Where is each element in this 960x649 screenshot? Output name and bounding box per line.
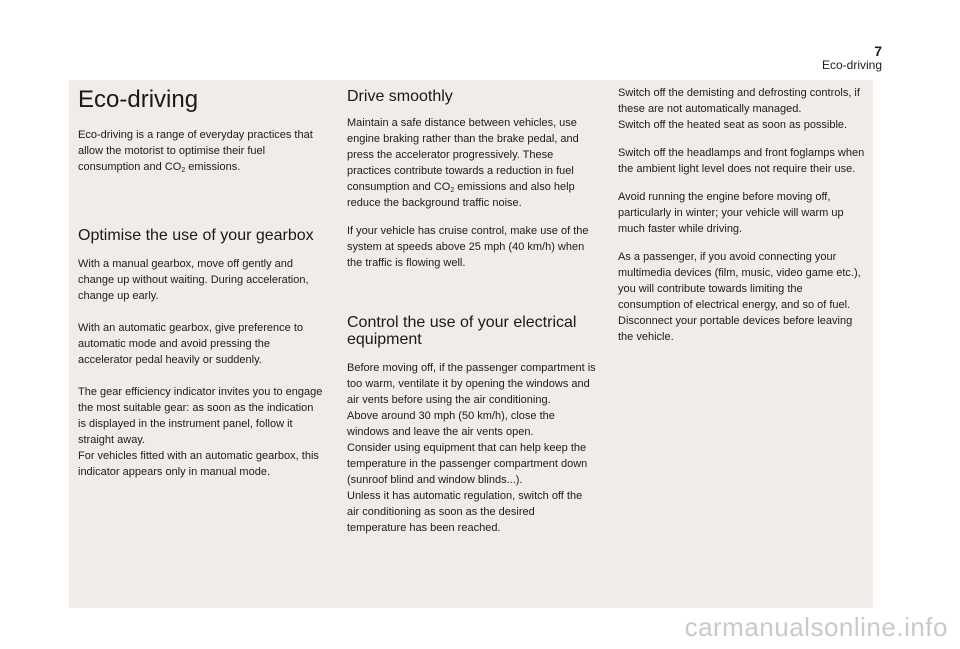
- paragraph-blinds: Consider using equipment that can help keep the temperature in the passenger compartment down (sunroof blind and window blinds...).: [347, 442, 588, 486]
- paragraph-demisting: Switch off the demisting and defrosting controls, if these are not automatically managed.: [618, 87, 860, 115]
- paragraph-ventilate: Before moving off, if the passenger compartment is too warm, ventilate it by opening the windows and air vents before using the air conditioning.: [347, 362, 596, 406]
- intro-text-end: emissions.: [185, 161, 241, 173]
- paragraph-headlamps: Switch off the headlamps and front foglamps when the ambient light level does not require their use.: [618, 147, 865, 175]
- page-header: [822, 44, 882, 72]
- paragraph-drive-smoothly: [347, 115, 597, 211]
- heading-electrical-equipment: Control the use of your electrical equipment: [347, 314, 577, 348]
- paragraph-manual-gearbox: With a manual gearbox, move off gently and change up without waiting. During acceleration, change up early.: [78, 258, 309, 302]
- heading-gearbox: Optimise the use of your gearbox: [78, 227, 314, 244]
- paragraph-heated-seat: Switch off the heated seat as soon as possible.: [618, 119, 848, 131]
- column-middle: [347, 80, 597, 536]
- paragraph-automatic-gearbox: With an automatic gearbox, give preference to automatic mode and avoid pressing the accelerator pedal heavily or suddenly.: [78, 322, 304, 366]
- paragraph-cruise-control: If your vehicle has cruise control, make use of the system at speeds above 25 mph (40 km/h) when the traffic is flowing well.: [347, 225, 589, 269]
- page-number: 7: [874, 43, 882, 59]
- paragraph-passenger-devices: As a passenger, if you avoid connecting your multimedia devices (film, music, video game etc.), you will contribute towards limiting the consumption of electrical energy, and so of fuel.: [618, 251, 861, 311]
- intro-text: Eco-driving is a range of everyday practices that allow the motorist to optimise their fuel consumption and CO: [78, 129, 313, 173]
- paragraph-gear-indicator-auto: For vehicles fitted with an automatic gearbox, this indicator appears only in manual mode.: [78, 450, 319, 478]
- drive-text-end: emissions and also help reduce the background traffic noise.: [347, 181, 575, 209]
- content-panel: [69, 80, 873, 608]
- column-left: [78, 80, 324, 480]
- paragraph-air-conditioning: Unless it has automatic regulation, switch off the air conditioning as soon as the desired temperature has been reached.: [347, 490, 583, 534]
- heading-drive-smoothly: Drive smoothly: [347, 88, 453, 105]
- column-right: [618, 80, 868, 345]
- watermark: carmanualsonline.info: [684, 612, 948, 642]
- drive-text: Maintain a safe distance between vehicles, use engine braking rather than the brake pedal, and press the accelerator progressively. These practices contribute towards a reduction in fuel consumption and CO: [347, 117, 579, 193]
- paragraph-close-windows: Above around 30 mph (50 km/h), close the windows and leave the air vents open.: [347, 410, 555, 438]
- paragraph-engine-idle: Avoid running the engine before moving off, particularly in winter; your vehicle will warm up much faster while driving.: [618, 191, 844, 235]
- page-title: Eco-driving: [78, 86, 199, 113]
- paragraph-gear-indicator: The gear efficiency indicator invites you to engage the most suitable gear: as soon as the indication is displayed in the instrument panel, follow it straight away.: [78, 386, 323, 446]
- co2-subscript: 2: [450, 187, 455, 194]
- section-name: Eco-driving: [821, 58, 882, 72]
- paragraph-disconnect-devices: Disconnect your portable devices before leaving the vehicle.: [618, 315, 853, 343]
- intro-paragraph: [78, 127, 324, 175]
- co2-subscript: 2: [181, 167, 186, 174]
